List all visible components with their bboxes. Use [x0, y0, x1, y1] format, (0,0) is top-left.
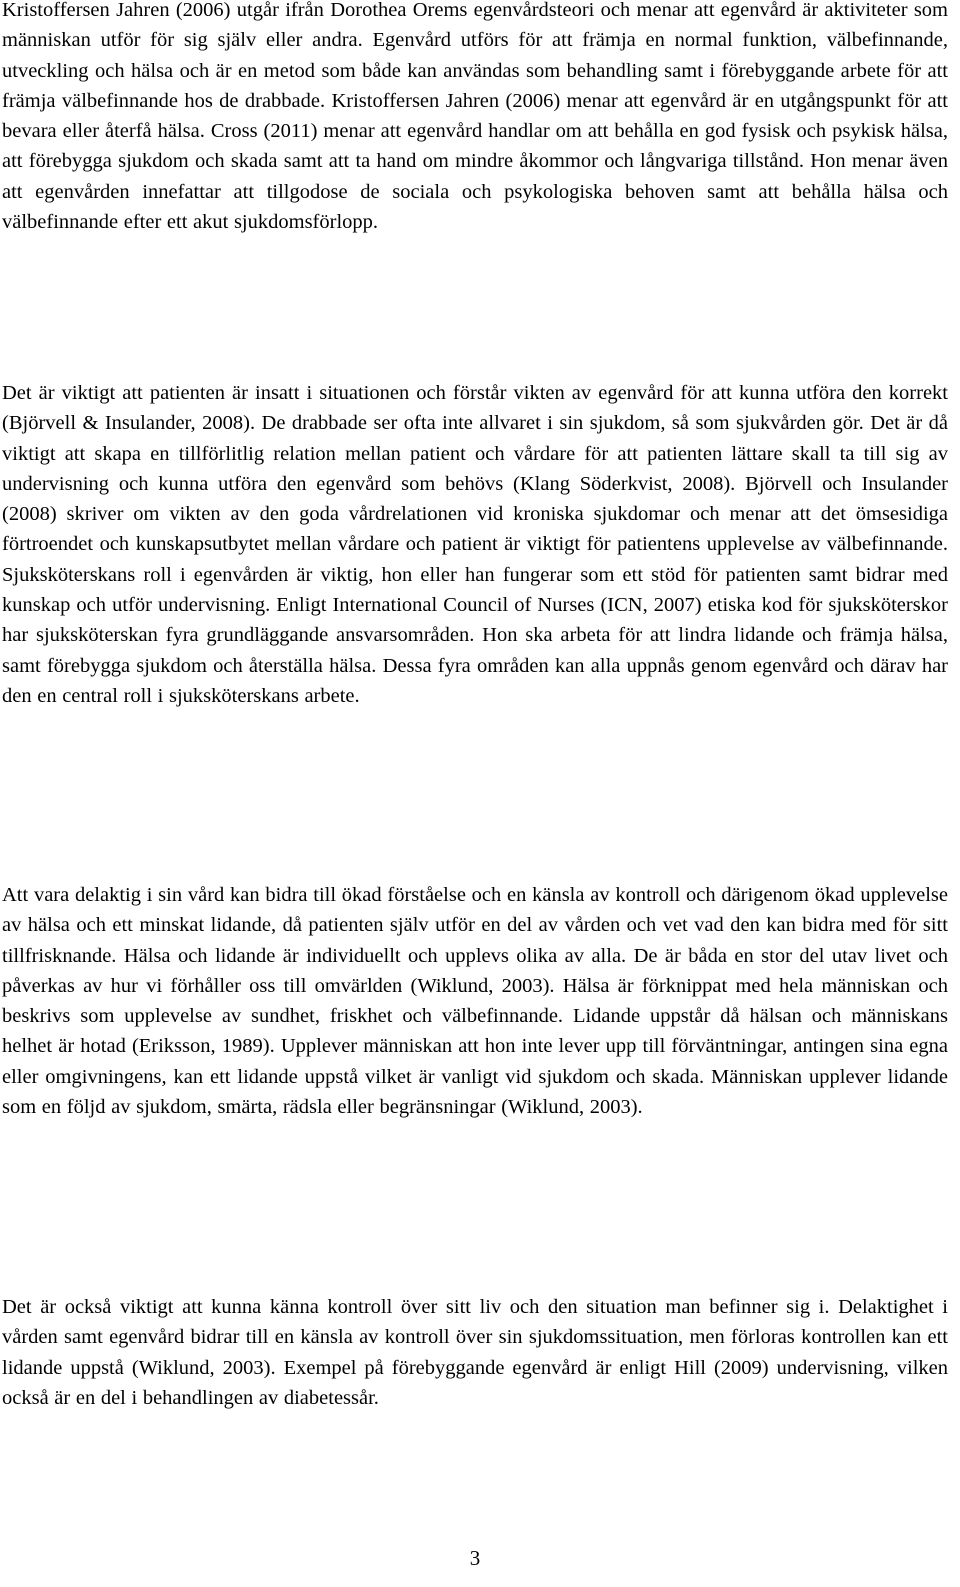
- paragraph-control: Det är också viktigt att kunna känna kontroll över sitt liv och den situation man befinner sig i. Delaktighet i vården samt egenvård bidrar till en känsla av kontroll över sin sjukdomssituation, men förloras kontrollen kan ett lidande uppstå (Wiklund, 2003). Exempel på förebyggande egenvård är enligt Hill (2009) undervisning, vilken också är en del i behandlingen av diabetessår.: [2, 1296, 948, 1409]
- paragraph-egenvard-definition: Kristoffersen Jahren (2006) utgår ifrån Dorothea Orems egenvårdsteori och menar att egenvård är aktiviteter som människan utför för sig själv eller andra. Egenvård utförs för att främja en normal funktion, välbefinnande, utveckling och hälsa och är en metod som både kan användas som behandling samt i förebyggande arbete för att främja välbefinnande hos de drabbade. Kristoffersen Jahren (2006) menar att egenvård är en utgångspunkt för att bevara eller återfå hälsa. Cross (2011) menar att egenvård handlar om att behålla en god fysisk och psykisk hälsa, att förebygga sjukdom och skada samt att ta hand om mindre åkommor och långvariga tillstånd. Hon menar även att egenvården innefattar att tillgodose de sociala och psykologiska behoven samt att behålla hälsa och välbefinnande efter ett akut sjukdomsförlopp.: [2, 0, 948, 234]
- page-number: 3: [469, 1546, 481, 1570]
- paragraph-patient-insight: Det är viktigt att patienten är insatt i situationen och förstår vikten av egenvård för att kunna utföra den korrekt (Björvell & Insulander, 2008). De drabbade ser ofta inte allvaret i sin sjukdom, så som sjukvården gör. Det är då viktigt att skapa en tillförlitlig relation mellan patient och vårdare för att patienten lättare skall ta till sig av undervisning och kunna utföra den egenvård som behövs (Klang Söderkvist, 2008). Björvell och Insulander (2008) skriver om vikten av den goda vårdrelationen vid kroniska sjukdomar och menar att det ömsesidiga förtroendet och kunskapsutbytet mellan vårdare och patient är viktigt för patientens upplevelse av välbefinnande. Sjuksköterskans roll i egenvården är viktig, hon eller han fungerar som ett stöd för patienten samt bidrar med kunskap och utför undervisning. Enligt International Council of Nurses (ICN, 2007) etiska kod för sjuksköterskor har sjuksköterskan fyra grundläggande ansvarsområden. Hon ska arbeta för att lindra lidande och främja hälsa, samt förebygga sjukdom och återställa hälsa. Dessa fyra områden kan alla uppnås genom egenvård och därav har den en central roll i sjuksköterskans arbete.: [2, 382, 948, 707]
- paragraph-participation-health: Att vara delaktig i sin vård kan bidra till ökad förståelse och en känsla av kontroll och därigenom ökad upplevelse av hälsa och ett minskat lidande, då patienten själv utför en del av vården och vet vad den kan bidra med för sitt tillfrisknande. Hälsa och lidande är individuellt och upplevs olika av alla. De är båda en stor del utav livet och påverkas av hur vi förhåller oss till omvärlden (Wiklund, 2003). Hälsa är förknippat med hela människan och beskrivs som upplevelse av sundhet, friskhet och välbefinnande. Lidande uppstår då hälsan och människans helhet är hotad (Eriksson, 1989). Upplever människan att hon inte lever upp till förväntningar, antingen sina egna eller omgivningens, kan ett lidande uppstå vilket är vanligt vid sjukdom och skada. Människan upplever lidande som en följd av sjukdom, smärta, rädsla eller begränsningar (Wiklund, 2003).: [2, 884, 948, 1119]
